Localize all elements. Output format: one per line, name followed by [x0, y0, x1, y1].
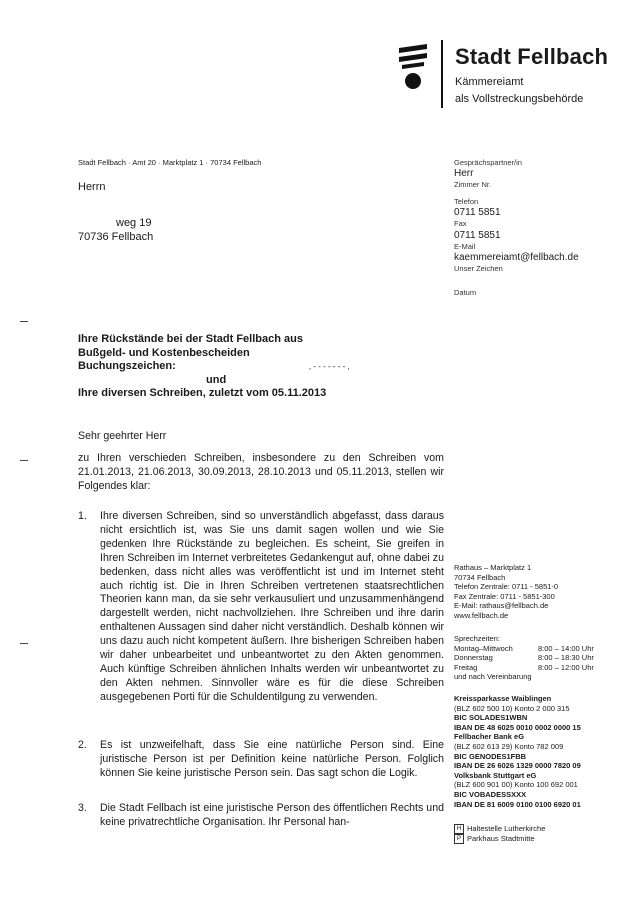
- date-label: Datum: [454, 288, 477, 298]
- bank-name: Fellbacher Bank eG: [454, 732, 525, 742]
- hours-note: und nach Vereinbarung: [454, 672, 532, 682]
- bus-stop-item: H Haltestelle Lutherkirche: [454, 824, 634, 834]
- fold-mark: [20, 321, 28, 322]
- contact-block: [454, 158, 634, 299]
- bank-iban: IBAN DE 26 6026 1329 0000 7820 09: [454, 761, 581, 771]
- list-item-number: 1.: [78, 510, 87, 522]
- bank-bic: BIC GENODES1FBB: [454, 751, 527, 761]
- bank-bic: BIC VOBADESSXXX: [454, 789, 527, 799]
- office-hours: [454, 634, 634, 682]
- partner-value: Herr: [454, 168, 474, 180]
- recipient-salutation: Herrn: [78, 181, 106, 193]
- bank-name: Kreissparkasse Waiblingen: [454, 694, 552, 703]
- fax-value: 0711 5851: [454, 229, 501, 241]
- subject-line: und: [206, 373, 227, 386]
- hours-row: Donnerstag 8:00 – 18:30 Uhr: [454, 653, 594, 663]
- department-line: als Vollstreckungsbehörde: [455, 93, 584, 105]
- room-label: Zimmer Nr.: [454, 180, 492, 190]
- hours-title: Sprechzeiten:: [454, 634, 500, 643]
- city-hall-address: [454, 563, 634, 621]
- bank-details: [454, 694, 634, 809]
- parking-item: P Parkhaus Stadtmitte: [454, 834, 634, 844]
- city-logo-icon: [396, 44, 430, 94]
- department-block: [455, 74, 583, 108]
- fold-mark: [20, 460, 28, 461]
- phone-label: Telefon: [454, 196, 479, 206]
- list-item: [78, 739, 444, 781]
- bank-blz: (BLZ 602 500 10) Konto 2 000 315: [454, 703, 570, 713]
- transport-info: [454, 824, 634, 844]
- hours-row: Montag–Mittwoch 8:00 – 14:00 Uhr: [454, 643, 594, 653]
- bank-iban: IBAN DE 81 6009 0100 0100 6920 01: [454, 799, 581, 809]
- list-item-number: 2.: [78, 739, 87, 751]
- reference-label: Unser Zeichen: [454, 264, 503, 274]
- address-line: Fax Zentrale: 0711 - 5851-300: [454, 591, 555, 601]
- list-item-number: 3.: [78, 802, 87, 814]
- phone-value: 0711 5851: [454, 207, 501, 219]
- bank-bic: BIC SOLADES1WBN: [454, 713, 528, 723]
- email-label: E-Mail: [454, 241, 476, 251]
- address-line: Rathaus – Marktplatz 1: [454, 563, 532, 572]
- list-item: [78, 802, 444, 830]
- subject-booking-tail: , - - - - - - - ,: [308, 362, 350, 371]
- fold-mark: [20, 643, 28, 644]
- address-line: E-Mail: rathaus@fellbach.de: [454, 601, 549, 611]
- sender-line: Stadt Fellbach · Amt 20 · Marktplatz 1 · 70734 Fellbach: [78, 158, 262, 167]
- hours-row: Freitag 8:00 – 12:00 Uhr: [454, 662, 594, 672]
- department-line: Kämmereiamt: [455, 76, 524, 88]
- bus-stop-icon: H: [454, 824, 464, 834]
- subject-line: Ihre diversen Schreiben, zuletzt vom 05.11.2013: [78, 387, 327, 399]
- subject-line: [78, 360, 448, 374]
- list-item-text: Die Stadt Fellbach ist eine juristische Person des öffentlichen Rechts und keine privatrechtliche Organisation. Ihr Personal han-: [100, 802, 444, 828]
- address-line: 70734 Fellbach: [454, 572, 506, 582]
- parking-icon: P: [454, 834, 464, 844]
- city-name: Stadt Fellbach: [455, 44, 609, 69]
- bank-iban: IBAN DE 48 6025 0010 0002 0000 15: [454, 722, 581, 732]
- partner-label: Gesprächspartner/in: [454, 158, 522, 167]
- recipient-city: 70736 Fellbach: [78, 231, 154, 243]
- list-item-text: Ihre diversen Schreiben, sind so unverständlich abgefasst, dass daraus nicht ersichtlich ist, was Sie uns damit sagen wollen und wie Sie gedenken Ihre Rückstände zu begleichen. Es scheint, Sie greifen in Ihren Schreiben im Internet verbreitetes Gedankengut auf, ohne dabei zu bedenken, dass nicht alles was veröffentlicht ist und im Internet steht auch richtig ist. Die in Ihren Schreiben vertretenen staatsrechtlichen Theorien kann man, da sie sehr verkausuliert und unzusammenhängend dargestellt werden, nicht nachvollziehen. Ihre Schreiben und ihre darin enthaltenen Aussagen sind daher nicht verständlich. Deshalb können wir uns dazu auch nicht kompetent äußern. Ihre bisherigen Schreiben haben wir daher unbearbeitet und unbeantwortet zu den Akten genommen. Auch künftige Schreiben ähnlichen Inhalts werden wir unbeantwortet zu den Akten nehmen. Sinnvoller wäre es für die diese Schreiben ausgegebenen Porti für die Schuldentilgung zu verwenden.: [100, 510, 444, 703]
- email-value: kaemmereiamt@fellbach.de: [454, 252, 579, 264]
- letter-greeting: Sehr geehrter Herr: [78, 430, 167, 442]
- subject-block: [78, 333, 448, 401]
- list-item-text: Es ist unzweifelhaft, dass Sie eine natürliche Person sind. Eine juristische Person ist per Definition keine natürliche Person. Folglich können Sie keine juristische Person sein. Das sagt schon die Logik.: [100, 739, 444, 779]
- letter-intro: zu Ihren verschieden Schreiben, insbesondere zu den Schreiben vom 21.01.2013, 21.06.2013, 30.09.2013, 28.10.2013 und 05.11.2013, stellen wir Folgendes klar:: [78, 452, 444, 492]
- bank-blz: (BLZ 602 613 29) Konto 782 009: [454, 741, 564, 751]
- subject-booking-label: Buchungszeichen:: [78, 360, 176, 372]
- address-line: Telefon Zentrale: 0711 - 5851-0: [454, 582, 559, 592]
- bank-name: Volksbank Stuttgart eG: [454, 770, 537, 780]
- header-divider: [441, 40, 443, 108]
- recipient-address: [78, 180, 153, 244]
- list-item: [78, 510, 444, 705]
- recipient-street: weg 19: [116, 217, 152, 229]
- address-line: www.fellbach.de: [454, 610, 509, 620]
- subject-line: Bußgeld- und Kostenbescheiden: [78, 346, 250, 359]
- subject-line: Ihre Rückstände bei der Stadt Fellbach aus: [78, 333, 303, 345]
- bank-blz: (BLZ 600 901 00) Konto 100 692 001: [454, 780, 578, 790]
- fax-label: Fax: [454, 219, 467, 229]
